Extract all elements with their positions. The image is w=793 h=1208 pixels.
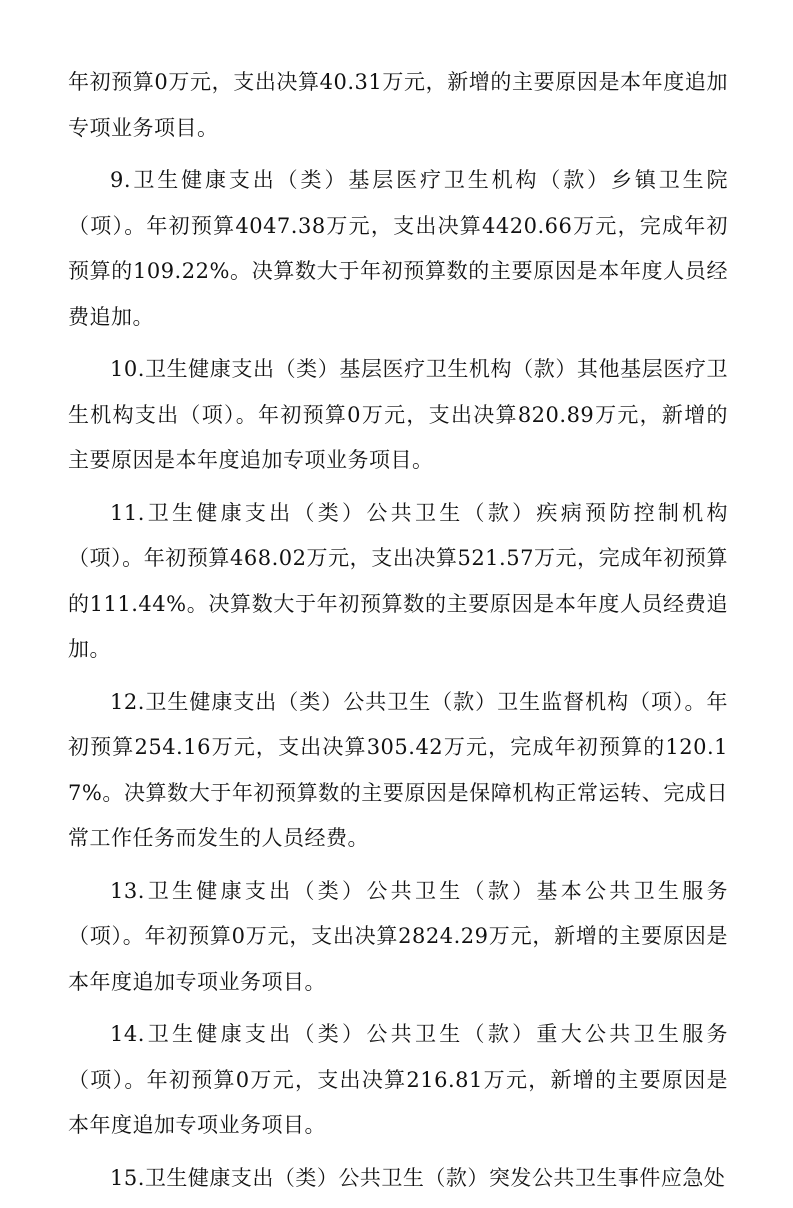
paragraph-item-15: 15.卫生健康支出（类）公共卫生（款）突发公共卫生事件应急处 [110,1165,726,1190]
document-page [68,60,728,1208]
paragraph-continuation: 年初预算0万元，支出决算40.31万元，新增的主要原因是本年度追加专项业务项目。 [68,70,728,140]
paragraph-item-11: 11.卫生健康支出（类）公共卫生（款）疾病预防控制机构（项）。年初预算468.02万元，支出决算521.57万元，完成年初预算的111.44%。决算数大于年初预算数的主要原因是本年度人员经费追加。 [68,500,728,661]
paragraph-item-14: 14.卫生健康支出（类）公共卫生（款）重大公共卫生服务（项）。年初预算0万元，支出决算216.81万元，新增的主要原因是本年度追加专项业务项目。 [68,1022,728,1137]
paragraph-item-12: 12.卫生健康支出（类）公共卫生（款）卫生监督机构（项）。年初预算254.16万元，支出决算305.42万元，完成年初预算的120.17%。决算数大于年初预算数的主要原因是保障机构正常运转、完成日常工作任务而发生的人员经费。 [68,689,728,850]
paragraph-item-9: 9.卫生健康支出（类）基层医疗卫生机构（款）乡镇卫生院（项）。年初预算4047.38万元，支出决算4420.66万元，完成年初预算的109.22%。决算数大于年初预算数的主要原因是本年度人员经费追加。 [68,168,728,329]
paragraph-item-10: 10.卫生健康支出（类）基层医疗卫生机构（款）其他基层医疗卫生机构支出（项）。年初预算0万元，支出决算820.89万元，新增的主要原因是本年度追加专项业务项目。 [68,357,728,472]
paragraph-item-13: 13.卫生健康支出（类）公共卫生（款）基本公共卫生服务（项）。年初预算0万元，支出决算2824.29万元，新增的主要原因是本年度追加专项业务项目。 [68,878,728,994]
